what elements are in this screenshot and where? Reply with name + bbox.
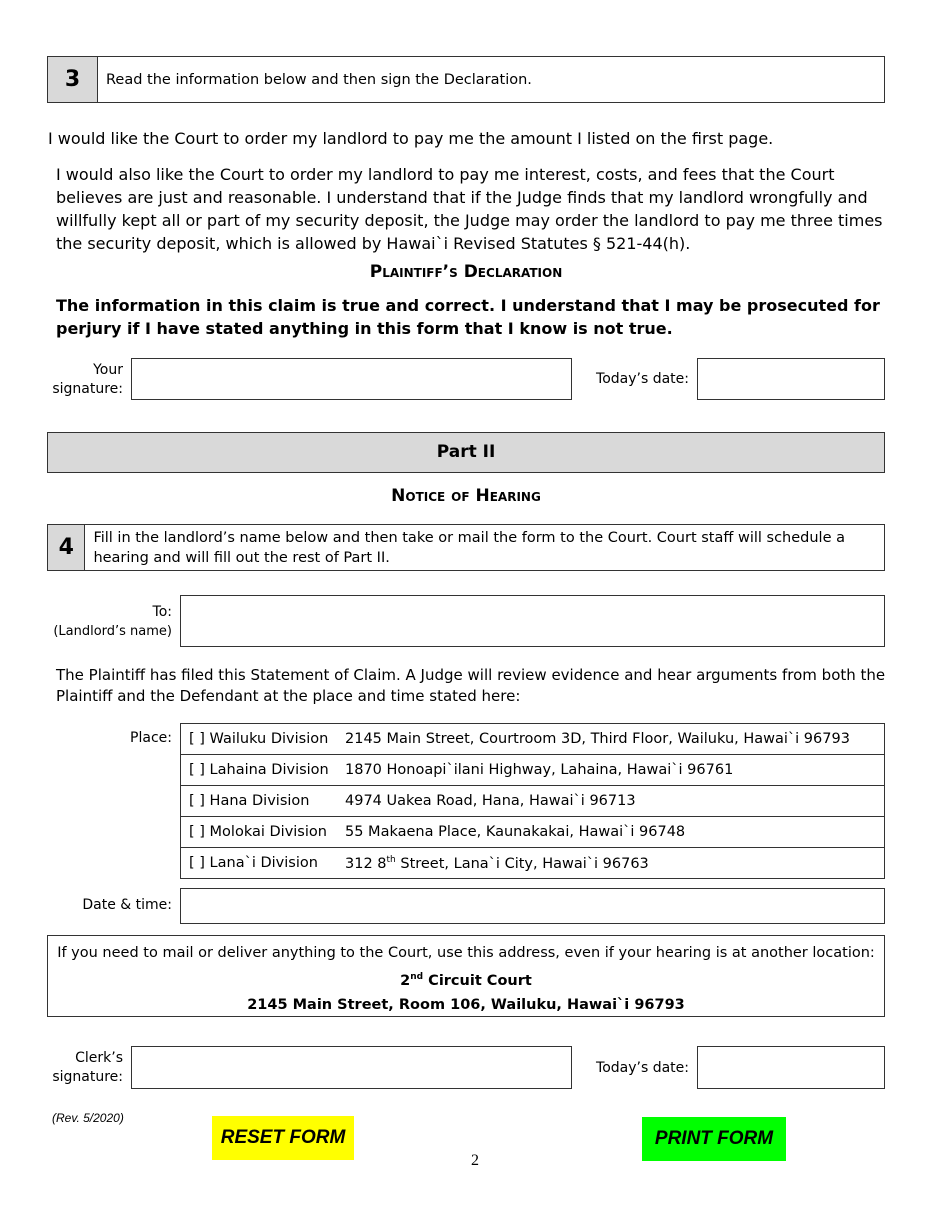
mailing-instruction: If you need to mail or deliver anything to the Court, use this address, even if your hearing is at another location: bbox=[57, 945, 875, 961]
landlord-name-field[interactable] bbox=[180, 595, 885, 647]
intro-paragraph-2: I would also like the Court to order my landlord to pay me interest, costs, and fees that the Court believes are just and reasonable. I understand that if the Judge finds that my landlord wrongfully and willfully kept all or part of my security deposit, the Judge may order the landlord to pay me three times the security deposit, which is allowed by Hawai`i Revised Statutes § 521-44(h). bbox=[56, 165, 883, 253]
page-number: 2 bbox=[471, 1152, 479, 1169]
signature-label: Your signature: bbox=[52, 362, 123, 397]
date-time-label: Date & time: bbox=[82, 897, 172, 913]
declaration-statement: The information in this claim is true and correct. I understand that I may be prosecuted for perjury if I have stated anything in this form that I know is not true. bbox=[56, 296, 880, 338]
clerk-signature-field[interactable] bbox=[131, 1046, 572, 1089]
clerk-date-label: Today’s date: bbox=[596, 1060, 689, 1076]
checkbox[interactable]: [ ] bbox=[189, 793, 205, 809]
place-row-hana[interactable]: [ ] Hana Division 4974 Uakea Road, Hana, Hawai`i 96713 bbox=[181, 786, 885, 817]
place-table bbox=[180, 723, 885, 879]
part-2-bar: Part II bbox=[47, 432, 885, 473]
plaintiff-date-field[interactable] bbox=[697, 358, 885, 400]
declaration-heading: Plaintiff’s Declaration bbox=[369, 262, 563, 282]
place-row-lanai[interactable]: [ ] Lana`i Division 312 8th Street, Lana`i City, Hawai`i 96763 bbox=[181, 848, 885, 879]
print-form-button[interactable]: PRINT FORM bbox=[642, 1117, 786, 1161]
checkbox[interactable]: [ ] bbox=[189, 824, 205, 840]
place-label: Place: bbox=[130, 730, 172, 746]
plaintiff-signature-field[interactable] bbox=[131, 358, 572, 400]
date-time-field[interactable] bbox=[180, 888, 885, 924]
signature-date-label: Today’s date: bbox=[596, 371, 689, 387]
court-name: 2nd Circuit Court bbox=[400, 972, 532, 989]
place-row-lahaina[interactable]: [ ] Lahaina Division 1870 Honoapi`ilani Highway, Lahaina, Hawai`i 96761 bbox=[181, 755, 885, 786]
notice-heading: Notice of Hearing bbox=[391, 486, 541, 506]
step-instruction: Read the information below and then sign the Declaration. bbox=[106, 71, 532, 88]
checkbox[interactable]: [ ] bbox=[189, 731, 205, 747]
step-number: 3 bbox=[48, 57, 98, 102]
court-address: 2145 Main Street, Room 106, Wailuku, Hawai`i 96793 bbox=[247, 996, 685, 1013]
mailing-address-box bbox=[47, 935, 885, 1017]
intro-paragraph-1: I would like the Court to order my landlord to pay me the amount I listed on the first page. bbox=[48, 129, 774, 148]
step-instruction: Fill in the landlord’s name below and then take or mail the form to the Court. Court staff will schedule a hearing and will fill out the rest of Part II. bbox=[93, 529, 845, 566]
hearing-paragraph: The Plaintiff has filed this Statement of Claim. A Judge will review evidence and hear arguments from both the Plaintiff and the Defendant at the place and time stated here: bbox=[56, 666, 886, 705]
clerk-date-field[interactable] bbox=[697, 1046, 885, 1089]
step-3-box bbox=[47, 56, 885, 103]
checkbox[interactable]: [ ] bbox=[189, 855, 205, 871]
landlord-label: To: (Landlord’s name) bbox=[53, 604, 172, 639]
clerk-signature-label: Clerk’s signature: bbox=[52, 1050, 123, 1085]
place-row-wailuku[interactable]: [ ] Wailuku Division 2145 Main Street, Courtroom 3D, Third Floor, Wailuku, Hawai`i 96793 bbox=[181, 724, 885, 755]
step-number: 4 bbox=[48, 525, 85, 570]
place-row-molokai[interactable]: [ ] Molokai Division 55 Makaena Place, Kaunakakai, Hawai`i 96748 bbox=[181, 817, 885, 848]
revision-date: (Rev. 5/2020) bbox=[52, 1111, 124, 1125]
checkbox[interactable]: [ ] bbox=[189, 762, 205, 778]
step-4-box bbox=[47, 524, 885, 571]
reset-form-button[interactable]: RESET FORM bbox=[212, 1116, 354, 1160]
